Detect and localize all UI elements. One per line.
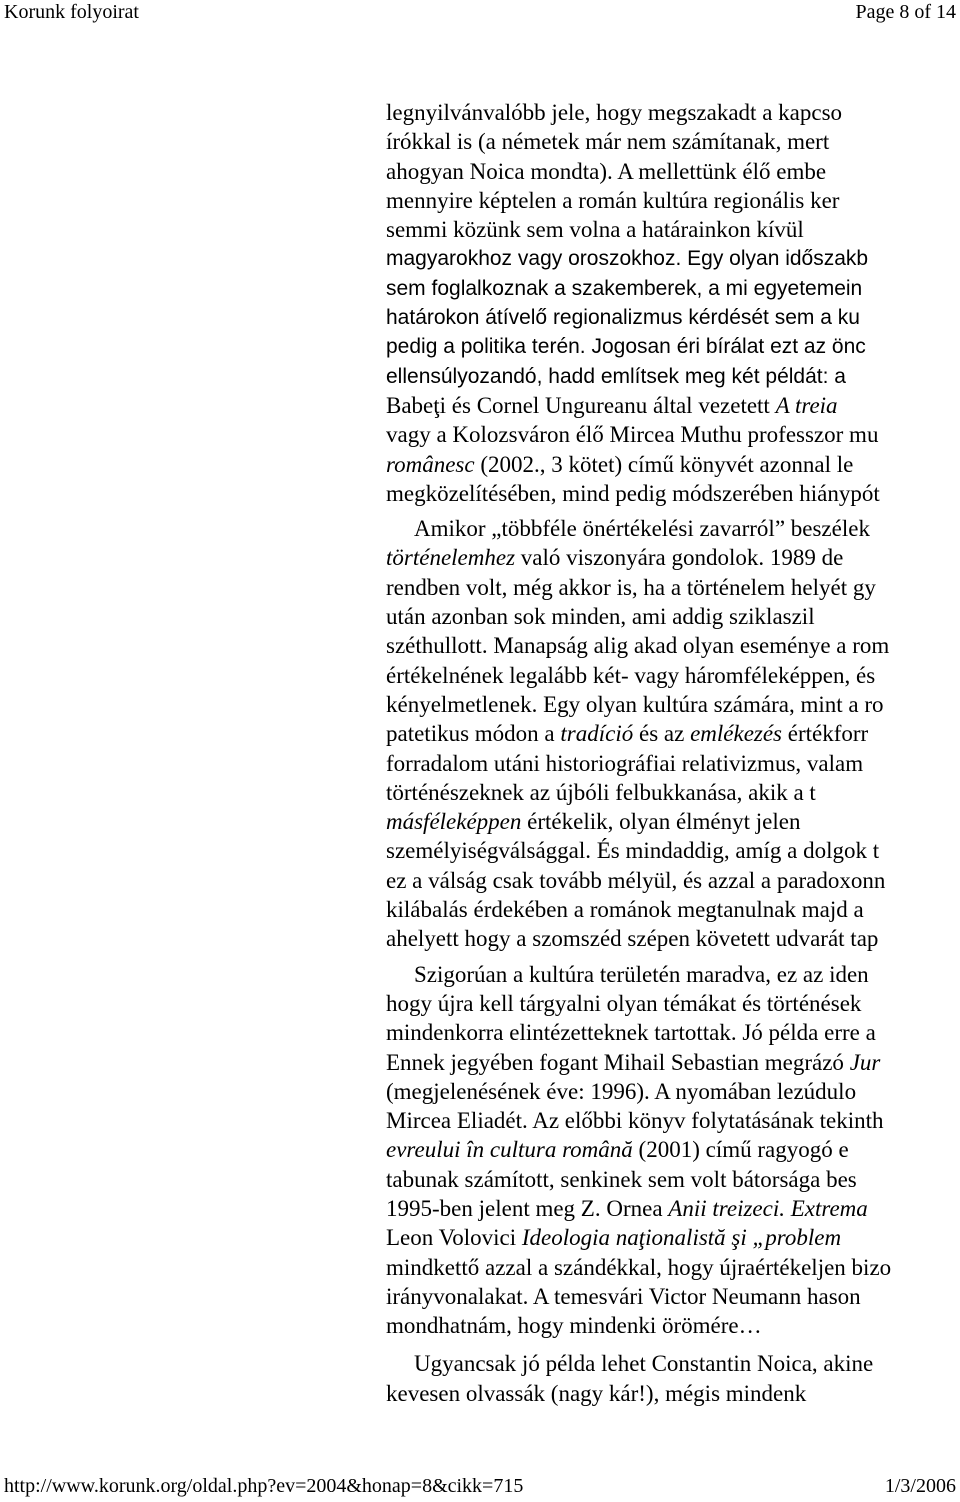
- text-line: [386, 362, 960, 391]
- text-line: [386, 1018, 960, 1047]
- page-footer-date: 1/3/2006: [884, 1475, 956, 1497]
- text-segment: (2001) című ragyogó e: [632, 1137, 849, 1163]
- text-segment: patetikus módon a: [386, 721, 561, 747]
- text-line: [386, 391, 960, 420]
- text-segment: személyiségválsággal. És mindaddig, amíg a dolgok t: [386, 838, 880, 864]
- text-segment: Babeţi és Cornel Ungureanu által vezetett: [386, 392, 776, 418]
- text-line: [386, 866, 960, 895]
- text-line: [386, 1106, 960, 1135]
- italic-text-segment: tradíció: [560, 721, 634, 747]
- text-segment: hogy újra kell tárgyalni olyan témákat és történések: [386, 990, 862, 1016]
- text-line: [386, 719, 960, 748]
- text-segment: Mircea Eliadét. Az előbbi könyv folytatásának tekinth: [386, 1108, 884, 1134]
- text-line: [386, 303, 960, 332]
- text-segment: mindenkorra elintézetteknek tartottak. Jó példa erre a: [386, 1020, 876, 1046]
- text-line: [386, 479, 960, 508]
- page-footer-url: http://www.korunk.org/oldal.php?ev=2004&honap=8&cikk=715: [4, 1475, 524, 1497]
- text-line: [386, 602, 960, 631]
- text-segment: magyarokhoz vagy oroszokhoz. Egy olyan időszakb: [386, 247, 869, 271]
- italic-text-segment: românesc: [386, 451, 475, 477]
- text-segment: ahogyan Noica mondta). A mellettünk élő embe: [386, 158, 827, 184]
- text-segment: (2002., 3 kötet) című könyvét azonnal le: [474, 451, 854, 477]
- text-line: [386, 274, 960, 303]
- text-line: [386, 631, 960, 660]
- text-segment: ahelyett hogy a szomszéd szépen követett udvarát tap: [386, 926, 879, 952]
- text-segment: Amikor „többféle önértékelési zavarról” beszélek: [414, 516, 870, 542]
- italic-text-segment: Anii treizeci. Extrema: [668, 1195, 868, 1221]
- text-segment: való viszonyára gondolok. 1989 de: [515, 545, 844, 571]
- text-line: [386, 573, 960, 602]
- text-line: [386, 661, 960, 690]
- text-line: [386, 690, 960, 719]
- page-header-site-name: Korunk folyoirat: [4, 1, 139, 23]
- text-line: [386, 895, 960, 924]
- text-line: [386, 1253, 960, 1282]
- text-line: [386, 215, 960, 244]
- text-line: [386, 157, 960, 186]
- text-line: [386, 749, 960, 778]
- text-segment: semmi közünk sem volna a határainkon kívül: [386, 217, 804, 243]
- text-line: [386, 1379, 960, 1408]
- text-line: [386, 960, 960, 989]
- text-line: [386, 450, 960, 479]
- text-segment: irányvonalakat. A temesvári Victor Neumann hason: [386, 1283, 861, 1309]
- text-segment: legnyilvánvalóbb jele, hogy megszakadt a kapcso: [386, 100, 843, 125]
- text-segment: (megjelenésének éve: 1996). A nyomában lezúdulo: [386, 1078, 857, 1104]
- text-line: [386, 1282, 960, 1311]
- text-line: [386, 1165, 960, 1194]
- text-segment: pedig a politika terén. Jogosan éri bírálat ezt az önc: [386, 335, 866, 359]
- text-segment: forradalom utáni historiográfiai relativizmus, valam: [386, 750, 864, 776]
- text-segment: Ugyancsak jó példa lehet Constantin Noica, akine: [414, 1351, 874, 1377]
- text-segment: mindkettő azzal a szándékkal, hogy újraértékeljen bizo: [386, 1254, 892, 1280]
- text-line: [386, 332, 960, 361]
- text-segment: kilábalás érdekében a románok megtanulnak majd a: [386, 897, 864, 923]
- text-segment: megközelítésében, mind pedig módszerében hiánypót: [386, 480, 880, 506]
- italic-text-segment: Ideologia naţionalistă şi „problem: [521, 1225, 842, 1251]
- text-segment: ellensúlyozandó, hadd említsek meg két példát: a: [386, 364, 846, 388]
- text-line: [386, 1223, 960, 1252]
- text-segment: Ennek jegyében fogant Mihail Sebastian megrázó: [386, 1049, 850, 1075]
- text-segment: tabunak számított, senkinek sem volt bátorsága bes: [386, 1166, 857, 1192]
- text-line: [386, 420, 960, 449]
- italic-text-segment: evreului în cultura română: [386, 1137, 633, 1163]
- text-line: [386, 1349, 960, 1378]
- text-segment: ez a válság csak tovább mélyül, és azzal a paradoxonn: [386, 867, 886, 893]
- text-segment: értékforr: [782, 721, 869, 747]
- text-line: [386, 807, 960, 836]
- text-line: [386, 514, 960, 543]
- italic-text-segment: Jur: [849, 1049, 881, 1075]
- text-segment: vagy a Kolozsváron élő Mircea Muthu professzor mu: [386, 422, 879, 448]
- text-line: [386, 836, 960, 865]
- text-line: [386, 186, 960, 215]
- italic-text-segment: A treia: [775, 392, 838, 418]
- text-segment: történészeknek az újbóli felbukkanása, akik a t: [386, 779, 816, 805]
- text-segment: után azonban sok minden, ami addig sziklaszil: [386, 604, 815, 630]
- text-segment: írókkal is (a németek már nem számítanak, mert: [386, 129, 830, 155]
- text-segment: és az: [633, 721, 691, 747]
- italic-text-segment: emlékezés: [690, 721, 783, 747]
- text-line: [386, 924, 960, 953]
- page-header-page-number: Page 8 of 14: [855, 1, 956, 23]
- text-segment: kényelmetlenek. Egy olyan kultúra számára, mint a ro: [386, 691, 884, 717]
- text-segment: értékelnének legalább két- vagy háromféleképpen, és: [386, 662, 876, 688]
- text-line: [386, 1048, 960, 1077]
- text-line: [386, 244, 960, 273]
- text-segment: értékelik, olyan élményt jelen: [521, 809, 801, 835]
- italic-text-segment: történelemhez: [386, 545, 516, 571]
- text-line: [386, 1077, 960, 1106]
- text-segment: kevesen olvassák (nagy kár!), mégis mindenk: [386, 1380, 807, 1406]
- text-segment: Leon Volovici: [386, 1225, 522, 1251]
- italic-text-segment: másféleképpen: [386, 809, 522, 835]
- text-line: [386, 1135, 960, 1164]
- text-segment: rendben volt, még akkor is, ha a történelem helyét gy: [386, 574, 876, 600]
- text-segment: 1995-ben jelent meg Z. Ornea: [386, 1195, 669, 1221]
- text-line: [386, 543, 960, 572]
- article-text: [386, 98, 960, 1408]
- text-segment: széthullott. Manapság alig akad olyan eseménye a rom: [386, 633, 890, 659]
- text-line: [386, 98, 960, 127]
- text-line: [386, 1194, 960, 1223]
- text-segment: Szigorúan a kultúra területén maradva, ez az iden: [414, 961, 869, 987]
- text-line: [386, 989, 960, 1018]
- text-segment: sem foglalkoznak a szakemberek, a mi egyetemein: [386, 276, 863, 300]
- text-segment: mondhatnám, hogy mindenki örömére…: [386, 1313, 762, 1339]
- text-segment: mennyire képtelen a román kultúra regionális ker: [386, 187, 840, 213]
- text-line: [386, 127, 960, 156]
- text-segment: határokon átívelő regionalizmus kérdését sem a ku: [386, 306, 860, 330]
- text-line: [386, 1311, 960, 1340]
- text-line: [386, 778, 960, 807]
